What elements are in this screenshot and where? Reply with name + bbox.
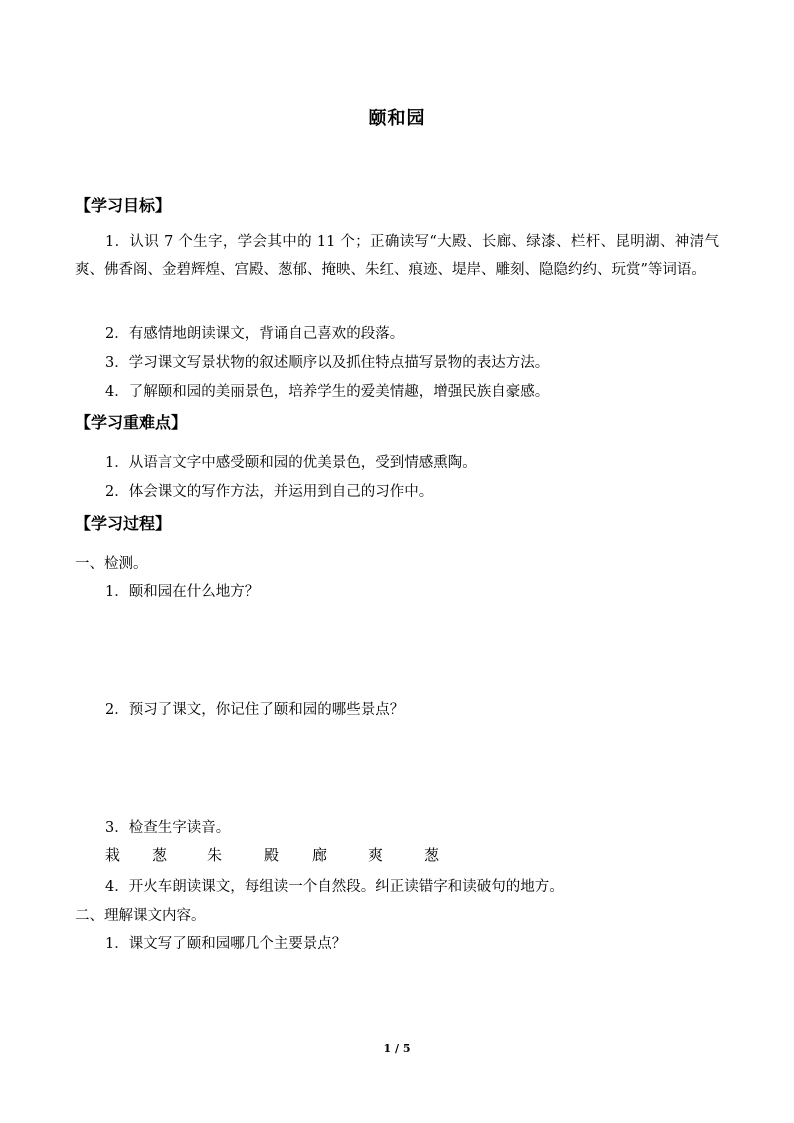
objective-item-3: 3．学习课文写景状物的叙述顺序以及抓住特点描写景物的表达方法。 [105, 355, 550, 371]
character-item: 葱 [424, 846, 440, 864]
section-heading-process: 【学习过程】 [75, 514, 172, 533]
question-1: 1．颐和园在什么地方？ [105, 584, 260, 600]
character-item: 葱 [152, 846, 168, 864]
part-one-heading: 一、检测。 [75, 556, 148, 572]
key-point-item-1: 1．从语言文字中感受颐和园的优美景色，受到情感熏陶。 [105, 455, 477, 471]
character-item: 朱 [207, 846, 223, 864]
section-heading-objectives: 【学习目标】 [75, 196, 172, 215]
question-4: 4．开火车朗读课文，每组读一个自然段。纠正读错字和读破句的地方。 [105, 879, 564, 895]
section-heading-key-points: 【学习重难点】 [75, 413, 188, 432]
character-item: 栽 [105, 846, 121, 864]
question-3: 3．检查生字读音。 [105, 820, 231, 836]
question-2: 2．预习了课文，你记住了颐和园的哪些景点？ [105, 702, 405, 718]
objective-item-2: 2．有感情地朗读课文，背诵自己喜欢的段落。 [105, 326, 405, 342]
character-item: 殿 [264, 846, 280, 864]
character-item: 廊 [312, 846, 328, 864]
objective-item-4: 4．了解颐和园的美丽景色，培养学生的爱美情趣，增强民族自豪感。 [105, 384, 550, 400]
objective-item-1: 1．认识 7 个生字，学会其中的 11 个；正确读写“大殿、长廊、绿漆、栏杆、昆明湖、神清气爽、佛香阁、金碧辉煌、宫殿、葱郁、掩映、朱红、痕迹、堤岸、雕刻、隐隐约约、玩赏”等词语。 [75, 234, 719, 278]
question-5: 1．课文写了颐和园哪几个主要景点？ [105, 936, 347, 952]
key-point-item-2: 2．体会课文的写作方法，并运用到自己的习作中。 [105, 484, 434, 500]
part-two-heading: 二、理解课文内容。 [75, 908, 206, 924]
character-item: 爽 [368, 846, 384, 864]
page-number: 1 / 5 [383, 1042, 411, 1055]
page-title: 颐和园 [368, 108, 426, 129]
